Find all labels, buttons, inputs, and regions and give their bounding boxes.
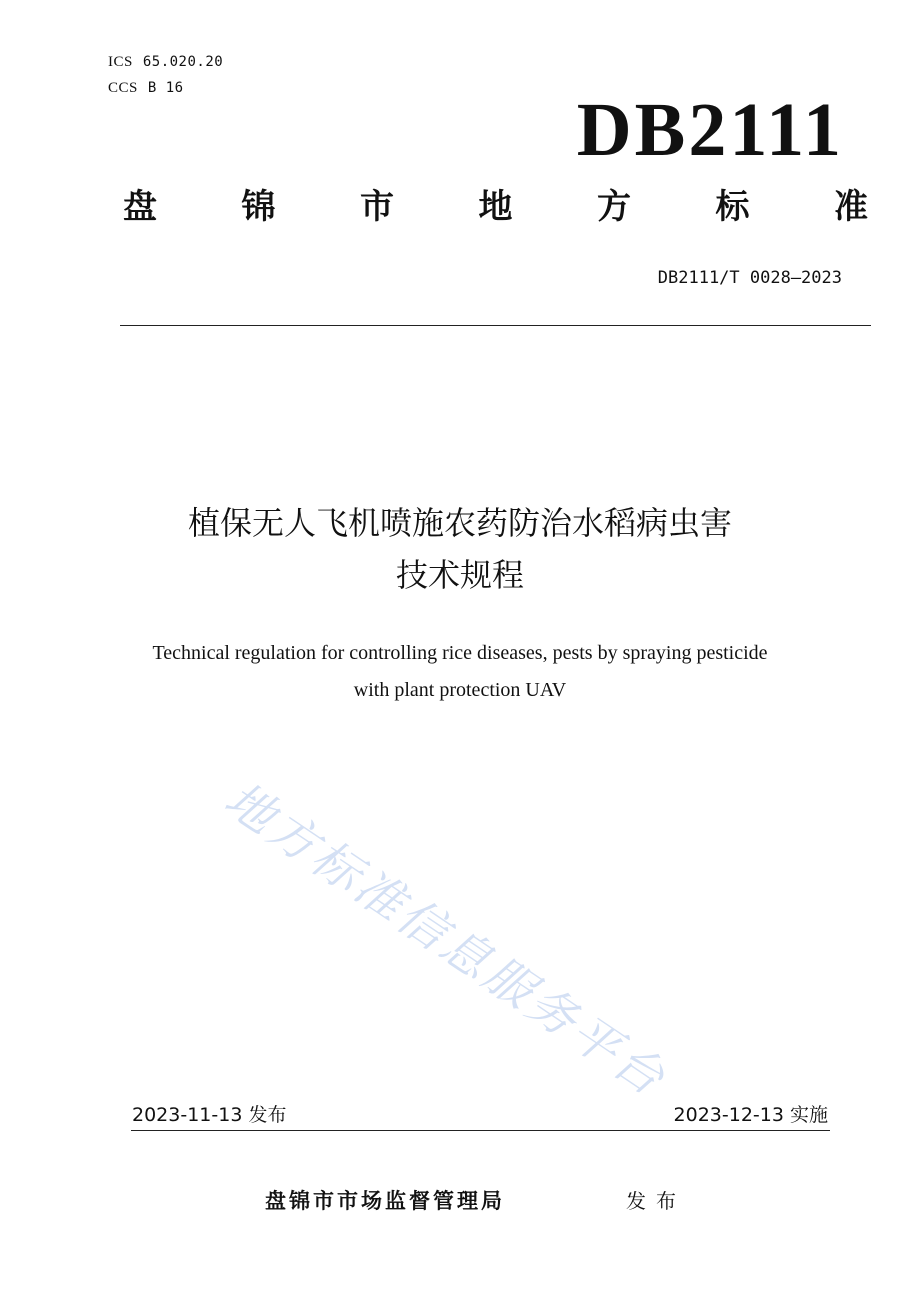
footer-divider xyxy=(131,1130,830,1131)
issue-date: 2023-11-13 发布 xyxy=(132,1104,287,1126)
ccs-label: CCS xyxy=(108,80,138,96)
standard-type-char: 盘 xyxy=(123,187,157,227)
standard-type-char: 准 xyxy=(834,187,868,227)
header-divider xyxy=(120,325,871,326)
standard-type-char: 标 xyxy=(715,187,750,227)
ics-value: 65.020.20 xyxy=(142,54,224,70)
title-en-line2: with plant protection UAV xyxy=(353,679,567,701)
publisher: 盘锦市市场监督管理局 xyxy=(265,1189,505,1213)
implement-date: 2023-12-13 实施 xyxy=(673,1104,828,1126)
watermark: 地方标准信息服务平台 xyxy=(214,771,677,1109)
standard-type-char: 方 xyxy=(597,187,631,227)
title-cn-line1: 植保无人飞机喷施农药防治水稻病虫害 xyxy=(187,504,732,542)
ccs-code xyxy=(108,80,184,97)
standard-type-char: 市 xyxy=(360,187,394,227)
standard-number: DB2111/T 0028—2023 xyxy=(657,268,842,288)
title-cn-line2: 技术规程 xyxy=(395,556,524,594)
publish-label: 发布 xyxy=(626,1189,686,1213)
ccs-value: B 16 xyxy=(147,80,184,96)
ics-label: ICS xyxy=(108,54,133,70)
standard-type xyxy=(123,187,868,227)
db-code: DB2111 xyxy=(576,88,844,172)
standard-type-char: 锦 xyxy=(241,187,276,227)
standard-type-char: 地 xyxy=(478,187,513,227)
ics-code xyxy=(108,54,223,71)
title-en-line1: Technical regulation for controlling rice diseases, pests by spraying pesticide xyxy=(152,642,768,664)
